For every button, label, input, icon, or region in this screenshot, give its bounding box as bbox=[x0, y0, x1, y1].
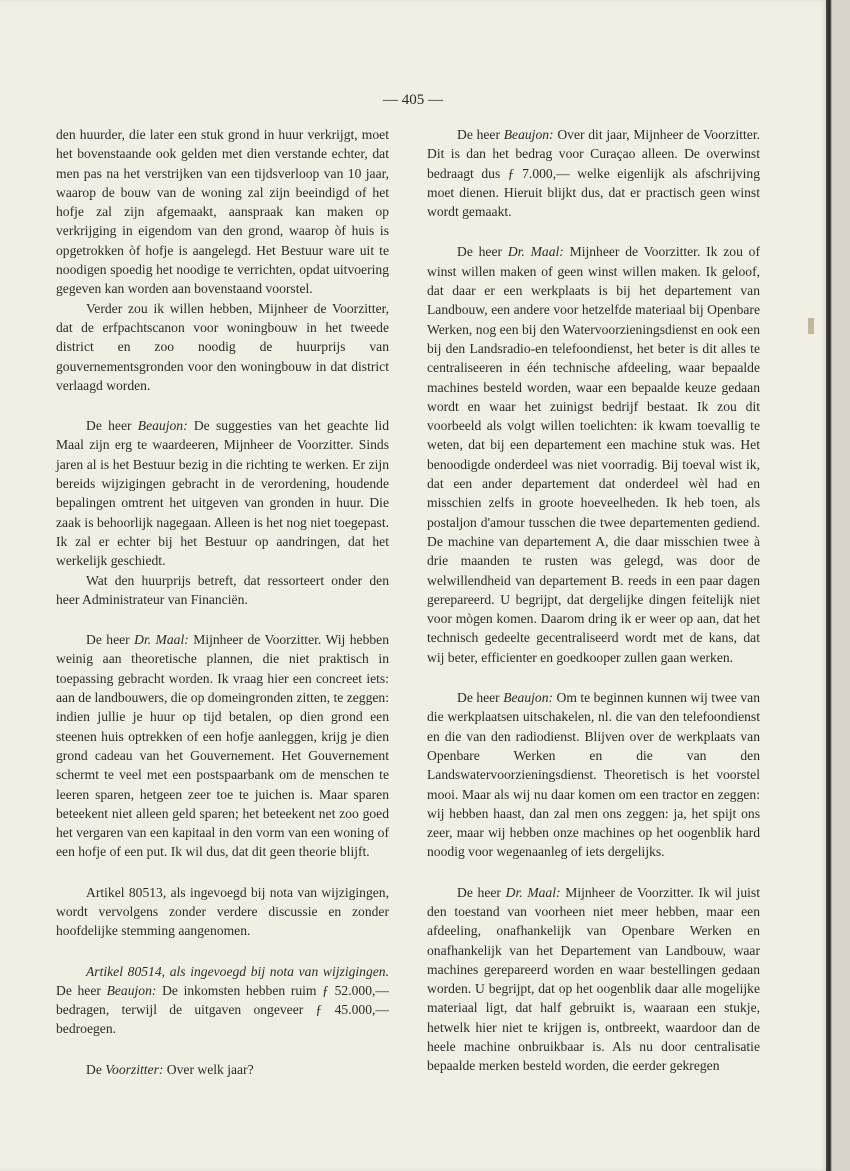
speaker-name: Dr. Maal: bbox=[134, 632, 189, 648]
paragraph bbox=[427, 125, 760, 221]
speaker-name: Dr. Maal: bbox=[505, 884, 561, 900]
speaker-name: Beaujon: bbox=[503, 127, 554, 142]
paragraph bbox=[427, 242, 760, 667]
paragraph: den huurder, die later een stuk grond in huur verkrijgt, moet het bovenstaande ook gelden met dien verstande echter, dat men pas na het verstrijken van een tijdsverloop van 10 jaar, waarop de bouw van de woning zal zijn beeindigd of het hofje zal zijn afgemaakt, aanspraak kan maken op verkrijging in eigendom van den grond, waarop òf huis is opgetrokken òf hofje is aangelegd. Het Bestuur ware uit te noodigen spoedig het noodige te verrichten, opdat uitvoering gegeven kan worden aan bovenstaand voorstel. bbox=[56, 127, 389, 297]
paragraph bbox=[56, 1060, 389, 1079]
speech-text: Mijnheer de Voorzitter. Wij hebben weinig aan theoretische plannen, die niet praktisch in toepassing gebracht worden. Ik vraag hier een concreet iets: aan de landbouwers, die op domeingronden zitten, te zeggen: indien jullie je huur op tijd betalen, op dien grond een steenen huis optrekken of een hofje aanleggen, krijg je dien grond cadeau van het Gouvernement. Het Gouvernement schermt te veel met een postspaarbank om de menschen te leeren sparen, hetgeen zeer toe te juichen is. Maar sparen beteekent niet alleen geld sparen; het beteekent net zoo goed het vergaren van een kapitaal in den vorm van een woning of een hofje of een put. Ik wil dus, dat dit geen theorie blijft. bbox=[56, 632, 390, 860]
paragraph: Verder zou ik willen hebben, Mijnheer de Voorzitter, dat de erfpachtscanon voor woningbouw in het tweede district en zoo noodig de huurprijs van gouvernementsgronden voor den woningbouw in dat district verlaagd worden. bbox=[56, 300, 389, 393]
left-column bbox=[56, 125, 389, 1079]
speaker-prefix: De heer bbox=[56, 982, 107, 998]
speaker-name: Voorzitter: bbox=[105, 1061, 164, 1077]
speech-text: De suggesties van het geachte lid Maal zijn erg te waardeeren, Mijnheer de Voorzitter. Sinds jaren al is het Bestuur bezig in die richting te werken. Er zijn bereids wijzigingen gebracht in de verordening, houdende bepalingen omtrent het uitgeven van gronden in huur. Die zaak is behoorlijk nagegaan. Alleen is het nog niet toegepast. Ik zal er echter bij het Bestuur op aandringen, dat het werkelijk geschiedt. bbox=[56, 418, 389, 569]
tape-mark bbox=[808, 318, 814, 334]
speaker-name: Dr. Maal: bbox=[507, 244, 564, 260]
paragraph bbox=[56, 416, 389, 570]
paragraph: Wat den huurprijs betreft, dat ressorteert onder den heer Administrateur van Financiën. bbox=[56, 572, 389, 607]
speech-text: De inkomsten hebben ruim ƒ 52.000,— bedragen, terwijl de uitgaven ongeveer ƒ 45.000,— bedroegen. bbox=[56, 982, 389, 1037]
speaker-prefix: De bbox=[86, 1061, 106, 1077]
speaker-name: Beaujon: bbox=[503, 690, 554, 706]
page-number: — 405 — bbox=[383, 92, 443, 108]
speaker-prefix: De heer bbox=[86, 418, 138, 434]
right-column bbox=[427, 125, 760, 1076]
speech-text: Over welk jaar? bbox=[163, 1061, 254, 1077]
speaker-prefix: De heer bbox=[457, 244, 508, 260]
speaker-prefix: De heer bbox=[457, 690, 504, 706]
article-title: Artikel 80514, als ingevoegd bij nota van wijzigingen. bbox=[86, 963, 389, 979]
speech-text: Mijnheer de Voorzitter. Ik zou of winst willen maken of geen winst willen maken. Ik geloof, dat daar er een werkplaats is bij het departement van Landbouw, een andere voor hetzelfde materiaal bij Openbare Werken, nog een bij den Watervoorzieningsdienst en ook een bij den Landsradio-en telefoondienst, het beter is dit alles te centraliseeren in één technische afdeeling, waar bepaalde machines besteld worden, waar een bepaalde keuze gedaan wordt en waar het zuinigst bedrijf bestaat. Ik zou dit voorbeeld als volgt willen toelichten: ik kwam toevallig te weten, dat bij een departement een machine stuk was. Het benoodigde onderdeel was niet voorradig. Bij toeval wist ik, dat een ander departement dat onderdeel wèl had en misschien zelfs in groote hoeveelheden. Ik heb toen, als postaljon d'amour tusschen die twee departementen gediend. De machine van departement A, die daar misschien twee à drie maanden te rusten was gelegd, was door de welwillendheid van departement B. reeds in een paar dagen gerepareerd. U begrijpt, dat dergelijke dingen feitelijk niet voor mògen komen. Daarom dring ik er weer op aan, dat het technisch gedeelte gecentraliseerd wordt met de kans, dat wij beter, efficienter en goedkooper zullen gaan werken. bbox=[427, 244, 760, 665]
paragraph bbox=[427, 883, 760, 1076]
speaker-prefix: De heer bbox=[86, 632, 135, 648]
speaker-name: Beaujon: bbox=[137, 418, 188, 434]
speaker-prefix: De heer bbox=[457, 884, 506, 900]
paragraph bbox=[427, 688, 760, 862]
speech-text: Om te beginnen kunnen wij twee van die werkplaatsen uitschakelen, nl. die van den telefoondienst en die van den radiodienst. Blijven over de werkplaats van Openbare Werken en die van den Landswatervoorzieningsdienst. Theoretisch is het voorstel mooi. Maar als wij nu daar komen om een tractor en zeggen: wij hebben haast, dan zal men ons zeggen: ja, het spijt ons zeer, maar wij hebben onze machines op het oogenblik hard noodig voor wegenaanleg of iets dergelijks. bbox=[427, 690, 761, 860]
speech-text: Mijnheer de Voorzitter. Ik wil juist den toestand van voorheen niet meer hebben, maar een afdeeling, onafhankelijk van Openbare Werken en onafhankelijk van het Departement van Landbouw, waar machines gerepareerd worden en waar bestellingen gedaan worden. U begrijpt, dat op het oogenblik daar alle mogelijke materiaal ligt, dat half gebruikt is, waaraan een stukje, hetwelk hier niet te krijgen is, ontbreekt, waardoor dan de heele machine onbruikbaar is. Als nu door centralisatie bepaalde merken besteld worden, die eerder gekregen bbox=[427, 884, 760, 1074]
speaker-prefix: De heer bbox=[457, 127, 504, 142]
paragraph bbox=[56, 962, 389, 1039]
paragraph bbox=[56, 630, 389, 862]
speech-text: Over dit jaar, Mijnheer de Voorzitter. Dit is dan het bedrag voor Curaçao alleen. De overwinst bedraagt dus ƒ 7.000,— welke eigenlijk als afschrijving moet dienen. Hieruit blijkt dus, dat er practisch geen winst wordt gemaakt. bbox=[427, 127, 761, 220]
paragraph: Artikel 80513, als ingevoegd bij nota van wijzigingen, wordt vervolgens zonder verdere discussie en zonder hoofdelijke stemming aangenomen. bbox=[56, 884, 389, 939]
page-edge bbox=[826, 0, 850, 1171]
speaker-name: Beaujon: bbox=[106, 982, 157, 998]
